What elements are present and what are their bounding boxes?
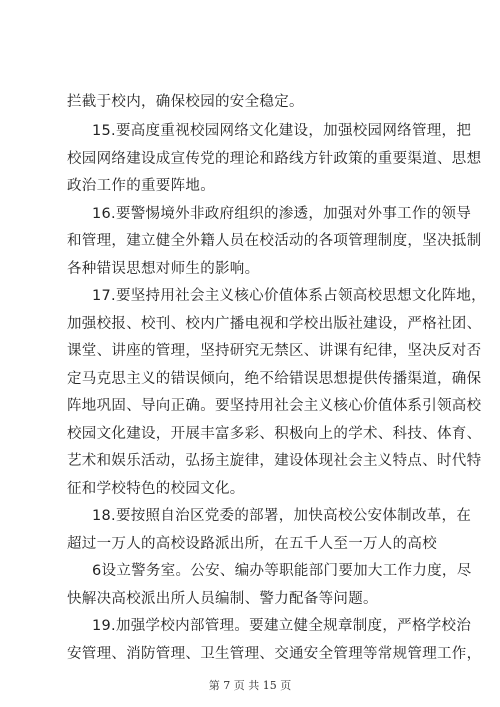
text-line: 17.要坚持用社会主义核心价值体系占领高校思想文化阵地， [92, 288, 486, 304]
text-line: 校园文化建设，开展丰富多彩、积极向上的学术、科技、体育、 [67, 426, 482, 442]
text-line: 校园网络建设成宣传党的理论和路线方针政策的重要渠道、思想 [67, 151, 482, 167]
text-line: 定马克思主义的错误倾向，绝不给错误思想提供传播渠道，确保 [67, 371, 482, 387]
text-line: 16.要警惕境外非政府组织的渗透，加强对外事工作的领导 [92, 206, 472, 222]
text-line: 各种错误思想对师生的影响。 [67, 261, 260, 277]
text-line: 和管理，建立健全外籍人员在校活动的各项管理制度，坚决抵制 [67, 233, 482, 249]
text-line: 15.要高度重视校园网络文化建设，加强校园网络管理，把 [92, 123, 472, 139]
text-line: 征和学校特色的校园文化。 [67, 481, 245, 497]
text-line: 超过一万人的高校设路派出所，在五千人至一万人的高校 [67, 536, 437, 552]
text-line: 快解决高校派出所人员编制、警力配备等问题。 [67, 591, 378, 607]
text-line: 艺术和娱乐活动，弘扬主旋律，建设体现社会主义特点、时代特 [67, 453, 482, 469]
page-number-footer: 第 7 页 共 15 页 [208, 679, 292, 692]
text-line: 课堂、讲座的管理，坚持研究无禁区、讲课有纪律，坚决反对否 [67, 343, 482, 359]
text-line: 19.加强学校内部管理。要建立健全规章制度，严格学校治 [92, 618, 472, 634]
text-line: 6设立警务室。公安、编办等职能部门要加大工作力度，尽 [92, 563, 472, 579]
text-line: 18.要按照自治区党委的部署，加快高校公安体制改革，在 [92, 508, 472, 524]
text-line: 政治工作的重要阵地。 [67, 178, 215, 194]
text-line: 拦截于校内，确保校园的安全稳定。 [67, 94, 304, 110]
text-line: 阵地巩固、导向正确。要坚持用社会主义核心价值体系引领高校 [67, 398, 482, 414]
text-line: 安管理、消防管理、卫生管理、交通安全管理等常规管理工作， [67, 646, 482, 662]
text-line: 加强校报、校刊、校内广播电视和学校出版社建设，严格社团、 [67, 316, 482, 332]
